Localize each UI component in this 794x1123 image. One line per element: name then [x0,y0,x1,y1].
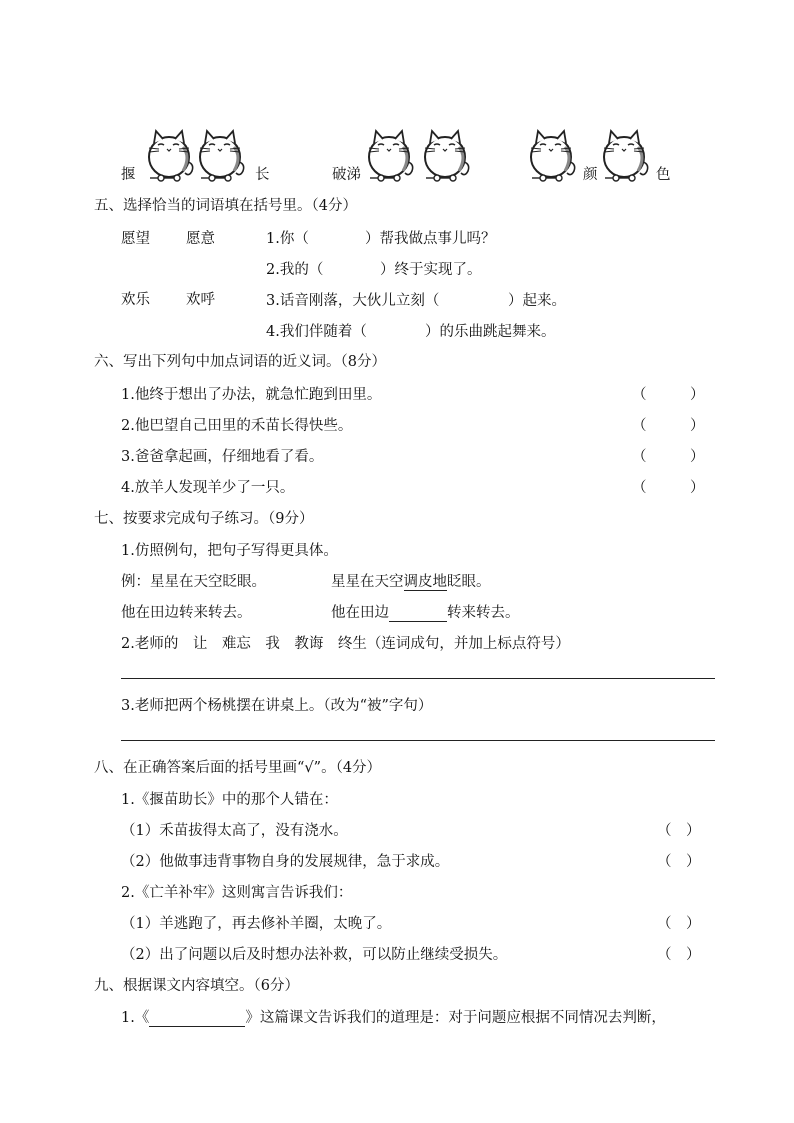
answer-blank[interactable] [460,287,506,307]
answer-blank[interactable] [648,474,690,494]
cat-box-icon[interactable] [600,121,650,183]
cat-box-icon[interactable] [365,121,415,183]
cat-box-icon[interactable] [527,121,577,183]
word-char: 颜 [583,167,598,183]
word-char: 长 [255,167,270,183]
option-text: （2）出了问题以后及时想办法补救，可以防止继续受损失。 [121,947,508,963]
question-text: 2.我的（ [266,262,324,278]
word-option: 愿望 [121,231,150,247]
word-char: 破涕 [332,167,361,183]
answer-line[interactable] [121,740,715,741]
paren-close: ） [690,387,705,403]
section-title: 七、按要求完成句子练习。（9分） [94,511,314,527]
underlined-word: 调皮地 [403,574,447,590]
question-text: 4.我们伴随着（ [266,324,367,340]
question-text: 3.老师把两个杨桃摆在讲桌上。（改为“被”字句） [121,698,433,714]
question-text: 2.《亡羊补牢》这则寓言告诉我们： [121,885,353,901]
question-text: ）帮我做点事儿吗？ [365,231,496,247]
text-part: 星星在天空 [331,574,404,590]
section-title: 九、根据课文内容填空。（6分） [94,978,299,994]
text-part: 》这篇课文告诉我们的道理是：对于问题应根据不同情况去判断， [245,1010,666,1026]
question-text: 2.他巴望自己田里的禾苗长得快些。 [121,418,353,434]
paren-close: ） [690,449,705,465]
answer-line[interactable] [121,678,715,679]
question-text: 他在田边转来转去。 [121,605,252,621]
paren-open: （ [632,480,647,496]
paren-close: ） [690,418,705,434]
check-paren[interactable]: （ ） [657,854,701,870]
text-part: 1.《 [121,1010,150,1026]
question-text: ）起来。 [508,293,566,309]
answer-blank[interactable] [330,256,378,276]
word-option: 欢乐 [121,292,150,308]
question-text: 2.老师的 让 难忘 我 教诲 终生（连词成句，并加上标点符号） [121,636,570,652]
question-text: 3.爸爸拿起画，仔细地看了看。 [121,449,324,465]
paren-open: （ [632,449,647,465]
answer-blank[interactable] [648,381,690,401]
question-text [331,601,520,622]
section-title: 五、选择恰当的词语填在括号里。（4分） [94,198,357,214]
option-text: （1）羊逃跑了，再去修补羊圈，太晚了。 [121,916,392,932]
question-text: 4.放羊人发现羊少了一只。 [121,480,295,496]
fill-blank[interactable] [149,1010,245,1027]
word-char: 色 [656,167,671,183]
paren-open: （ [632,387,647,403]
cat-box-icon[interactable] [145,121,195,183]
word-char: 揠 [121,167,136,183]
example-sentence: 例：星星在天空眨眼。 [121,574,266,590]
answer-blank[interactable] [648,443,690,463]
fill-blank[interactable] [389,605,447,622]
answer-blank[interactable] [648,412,690,432]
cat-box-icon[interactable] [196,121,246,183]
check-paren[interactable]: （ ） [657,947,701,963]
question-text: 1.《揠苗助长》中的那个人错在： [121,792,338,808]
question-text: 1.仿照例句，把句子写得更具体。 [121,543,338,559]
answer-blank[interactable] [378,318,423,338]
question-text: 1.他终于想出了办法，就急忙跑到田里。 [121,387,382,403]
question-text: 1.你（ [266,231,309,247]
section-title: 八、在正确答案后面的括号里画“√”。（4分） [94,760,382,776]
check-paren[interactable]: （ ） [657,823,701,839]
paren-open: （ [632,418,647,434]
word-option: 愿意 [186,231,215,247]
question-text: ）的乐曲跳起舞来。 [425,324,556,340]
question-text: 3.话音刚落，大伙儿立刻（ [266,293,440,309]
question-text [121,1006,666,1027]
question-text: ）终于实现了。 [380,262,482,278]
section-title: 六、写出下列句中加点词语的近义词。（8分） [94,354,386,370]
check-paren[interactable]: （ ） [657,916,701,932]
option-text: （1）禾苗拔得太高了，没有浇水。 [121,823,348,839]
text-part: 眨眼。 [447,574,491,590]
answer-blank[interactable] [317,225,363,245]
text-part: 他在田边 [331,605,389,621]
text-part: 转来转去。 [447,605,520,621]
paren-close: ） [690,480,705,496]
option-text: （2）他做事违背事物自身的发展规律，急于求成。 [121,854,450,870]
word-option: 欢呼 [186,292,215,308]
cat-box-icon[interactable] [421,121,471,183]
example-sentence-expanded [331,570,491,591]
